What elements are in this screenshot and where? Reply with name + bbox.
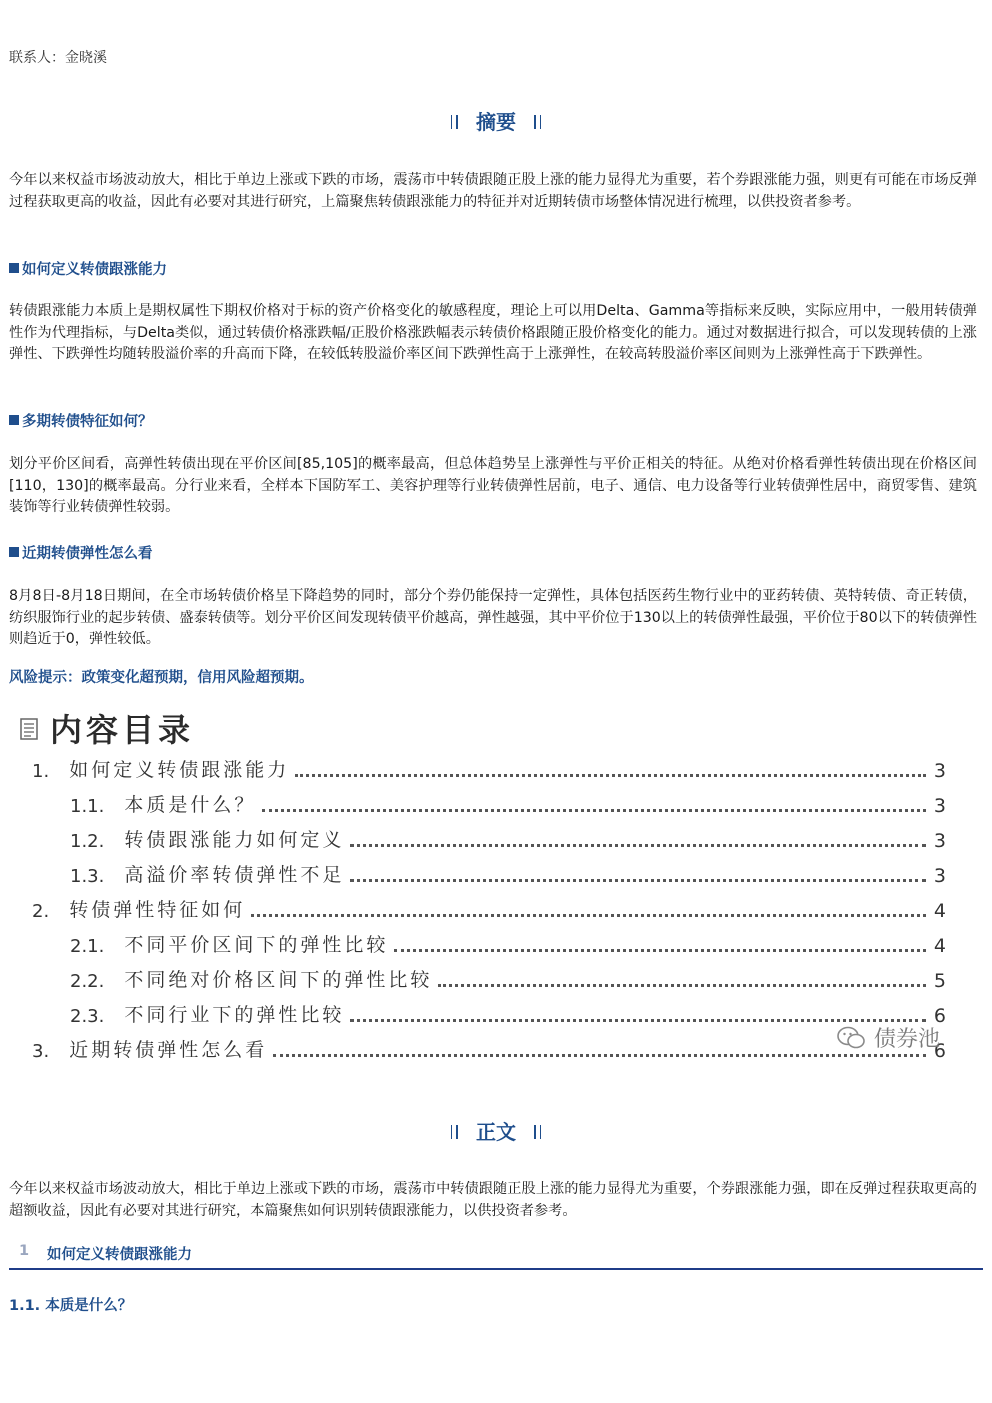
abstract-heading-2 — [9, 410, 153, 431]
abstract-intro: 今年以来权益市场波动放大，相比于单边上涨或下跌的市场，震荡市中转债跟随正股上涨的能力显得尤为重要，若个券跟涨能力强，则更有可能在市场反弹过程获取更高的收益，因此有必要对其进行研究，上篇聚焦转债跟涨能力的特征并对近期转债市场整体情况进行梳理，以供投资者参考。 — [9, 172, 977, 210]
toc-entry-page: 5 — [933, 970, 946, 992]
toc-entry[interactable] — [70, 968, 946, 992]
toc-entry-number: 1.1. — [70, 796, 105, 817]
toc-entry-label: 转债跟涨能力如何定义 — [124, 829, 345, 851]
toc-entry-page: 3 — [933, 795, 946, 817]
toc-leader-dots — [350, 879, 926, 882]
toc-leader-dots — [262, 809, 926, 812]
chapter-heading — [9, 1240, 983, 1270]
toc-entry-page: 3 — [933, 830, 946, 852]
toc-leader-dots — [350, 844, 926, 847]
toc-entry[interactable] — [32, 1038, 946, 1062]
toc-entry-page: 6 — [933, 1040, 946, 1062]
title-bar-decor — [456, 115, 458, 129]
toc-entry-page: 3 — [933, 865, 946, 887]
toc-leader-dots — [251, 914, 926, 917]
toc-entry-number: 2.2. — [70, 971, 105, 992]
toc-entry-label: 如何定义转债跟涨能力 — [69, 759, 290, 781]
toc-entry[interactable] — [32, 758, 946, 782]
toc-entry[interactable] — [70, 863, 946, 887]
toc-entry-number: 1.2. — [70, 831, 105, 852]
toc-entry[interactable] — [70, 828, 946, 852]
square-bullet-icon — [9, 547, 19, 557]
risk-warning: 风险提示：政策变化超预期，信用风险超预期。 — [9, 670, 314, 686]
chapter-number: 1 — [19, 1243, 30, 1259]
toc-entry-number: 2. — [32, 901, 50, 922]
toc-leader-dots — [394, 949, 926, 952]
toc-entry-label: 不同绝对价格区间下的弹性比较 — [124, 969, 433, 991]
toc-leader-dots — [438, 984, 926, 987]
square-bullet-icon — [9, 415, 19, 425]
abstract-heading-3 — [9, 542, 153, 563]
subsection-heading: 1.1. 本质是什么？ — [9, 1298, 133, 1314]
toc-entry-page: 4 — [933, 900, 946, 922]
watermark-text: 债券池 — [874, 1027, 941, 1052]
title-bar-decor — [534, 1125, 536, 1139]
abstract-heading-1 — [9, 258, 167, 279]
toc-entry-page: 6 — [933, 1005, 946, 1027]
title-bar-decor — [540, 1125, 541, 1139]
toc-leader-dots — [273, 1054, 926, 1057]
heading-text: 近期转债弹性怎么看 — [22, 546, 153, 562]
abstract-body-2: 划分平价区间看，高弹性转债出现在平价区间[85,105]的概率最高，但总体趋势呈上涨弹性与平价正相关的特征。从绝对价格看弹性转债出现在价格区间[110，130]的概率最高。分行业来看，全样本下国防军工、美容护理等行业转债弹性居前，电子、通信、电力设备等行业转债弹性居中，商贸零售、建筑装饰等行业转债弹性较弱。 — [9, 456, 977, 515]
toc-entry-page: 4 — [933, 935, 946, 957]
document-list-icon — [20, 718, 38, 740]
heading-text: 如何定义转债跟涨能力 — [22, 262, 167, 278]
body-intro: 今年以来权益市场波动放大，相比于单边上涨或下跌的市场，震荡市中转债跟随正股上涨的能力显得尤为重要，个券跟涨能力强，即在反弹过程获取更高的超额收益，因此有必要对其进行研究，本篇聚焦如何识别转债跟涨能力，以供投资者参考。 — [9, 1181, 977, 1219]
title-bar-decor — [456, 1125, 458, 1139]
toc-entry-number: 1. — [32, 761, 50, 782]
toc-entry-number: 2.3. — [70, 1006, 105, 1027]
wechat-watermark — [836, 1022, 940, 1053]
toc-entry-number: 1.3. — [70, 866, 105, 887]
title-bar-decor — [451, 1125, 452, 1139]
wechat-logo-icon — [836, 1025, 866, 1051]
toc-entry-page: 3 — [933, 760, 946, 782]
abstract-body-1: 转债跟涨能力本质上是期权属性下期权价格对于标的资产价格变化的敏感程度，理论上可以用Delta、Gamma等指标来反映，实际应用中，一般用转债弹性作为代理指标，与Delta类似，通过转债价格涨跌幅/正股价格涨跌幅表示转债价格跟随正股价格变化的能力。通过对数据进行拟合，可以发现转债的上涨弹性、下跌弹性均随转股溢价率的升高而下降，在较低转股溢价率区间下跌弹性高于上涨弹性，在较高转股溢价率区间则为上涨弹性高于下跌弹性。 — [9, 303, 977, 362]
toc-title: 内容目录 — [50, 711, 195, 749]
body-title — [0, 1116, 992, 1145]
body-title-text: 正文 — [476, 1120, 516, 1144]
abstract-body-3: 8月8日-8月18日期间，在全市场转债价格呈下降趋势的同时，部分个券仍能保持一定弹性，具体包括医药生物行业中的亚药转债、英特转债、奇正转债，纺织服饰行业的起步转债、盛泰转债等。划分平价区间发现转债平价越高，弹性越强，其中平价位于130以上的转债弹性最强，平价位于80以下的转债弹性则趋近于0，弹性较低。 — [9, 588, 977, 647]
toc-entry-label: 本质是什么？ — [124, 794, 257, 816]
contact-line: 联系人：金晓溪 — [9, 50, 107, 66]
square-bullet-icon — [9, 263, 19, 273]
abstract-title — [0, 106, 992, 135]
toc-entry[interactable] — [70, 933, 946, 957]
toc-leader-dots — [295, 774, 926, 777]
toc-entry-label: 转债弹性特征如何 — [69, 899, 246, 921]
toc-entry[interactable] — [70, 1003, 946, 1027]
toc-entry-label: 高溢价率转债弹性不足 — [124, 864, 345, 886]
toc-entry-number: 3. — [32, 1041, 50, 1062]
toc-entry-label: 不同行业下的弹性比较 — [124, 1004, 345, 1026]
chapter-title: 如何定义转债跟涨能力 — [47, 1247, 192, 1263]
title-bar-decor — [540, 115, 541, 129]
toc-entry-number: 2.1. — [70, 936, 105, 957]
title-bar-decor — [451, 115, 452, 129]
heading-text: 多期转债特征如何？ — [22, 414, 153, 430]
title-bar-decor — [534, 115, 536, 129]
toc-entry-label: 近期转债弹性怎么看 — [69, 1039, 268, 1061]
toc-entry[interactable] — [70, 793, 946, 817]
abstract-title-text: 摘要 — [476, 110, 516, 134]
toc-entry[interactable] — [32, 898, 946, 922]
toc-entry-label: 不同平价区间下的弹性比较 — [124, 934, 389, 956]
